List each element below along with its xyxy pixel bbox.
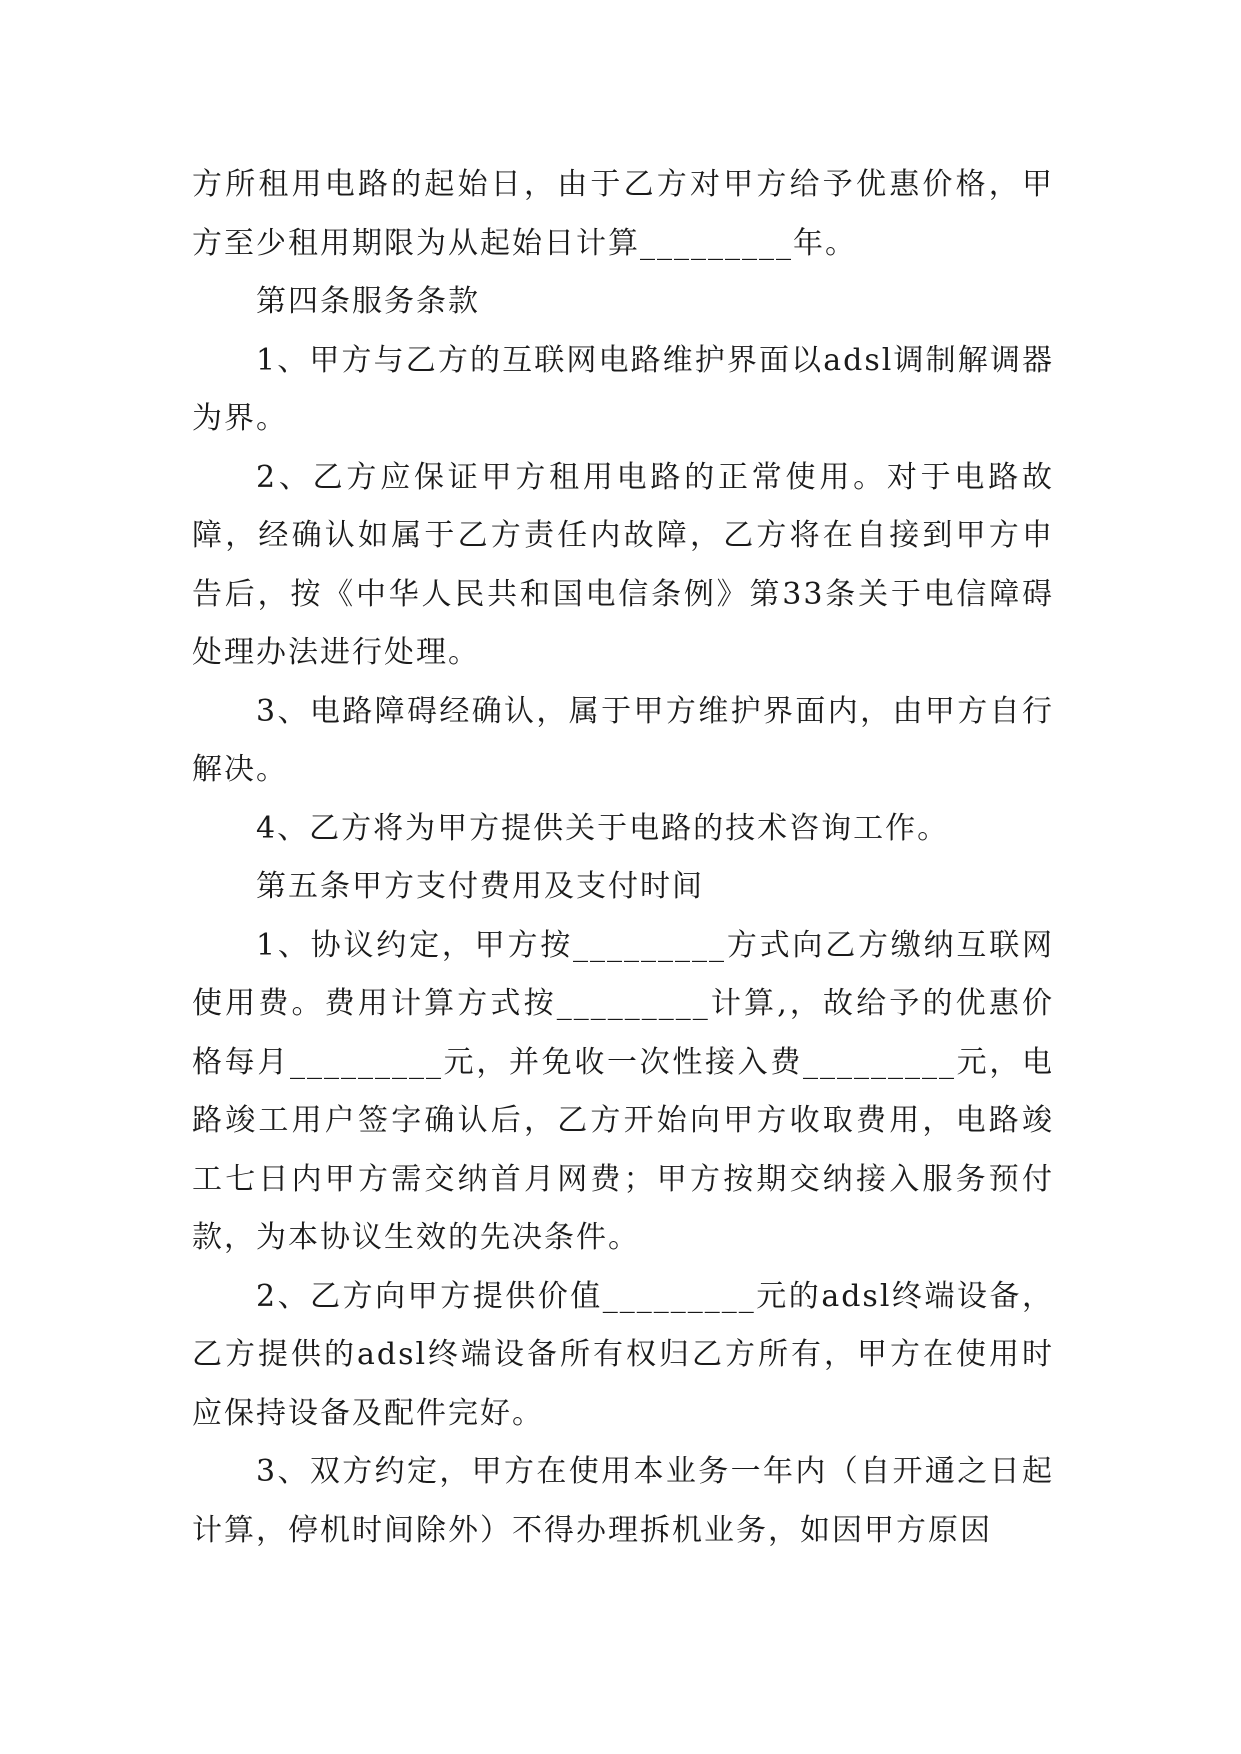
section-heading-payment: 第五条甲方支付费用及支付时间 [256, 869, 704, 904]
section-heading-service-terms: 第四条服务条款 [256, 284, 480, 319]
clause-4-4: 4、乙方将为甲方提供关于电路的技术咨询工作。 [256, 810, 950, 846]
clause-4-1: 1、甲方与乙方的互联网电路维护界面以adsl调制解调器为界。 [192, 342, 1054, 436]
clause-5-2: 2、乙方向甲方提供价值_________元的adsl终端设备，乙方提供的adsl终端设备所有权归乙方所有，甲方在使用时应保持设备及配件完好。 [192, 1278, 1054, 1431]
clause-4-2: 2、乙方应保证甲方租用电路的正常使用。对于电路故障，经确认如属于乙方责任内故障，乙方将在自接到甲方申告后，按《中华人民共和国电信条例》第33条关于电信障碍处理办法进行处理。 [192, 459, 1054, 670]
document-body [192, 156, 1054, 1560]
paragraph-term-continuation: 方所租用电路的起始日，由于乙方对甲方给予优惠价格，甲方至少租用期限为从起始日计算_________年。 [192, 167, 1054, 261]
clause-5-3: 3、双方约定，甲方在使用本业务一年内（自开通之日起计算，停机时间除外）不得办理拆机业务，如因甲方原因 [192, 1454, 1054, 1548]
clause-5-1: 1、协议约定，甲方按_________方式向乙方缴纳互联网使用费。费用计算方式按_________计算,，故给予的优惠价格每月_________元，并免收一次性接入费_________元，电路竣工用户签字确认后，乙方开始向甲方收取费用，电路竣工七日内甲方需交纳首月网费；甲方按期交纳接入服务预付款，为本协议生效的先决条件。 [192, 927, 1054, 1255]
clause-4-3: 3、电路障碍经确认，属于甲方维护界面内，由甲方自行解决。 [192, 693, 1054, 787]
